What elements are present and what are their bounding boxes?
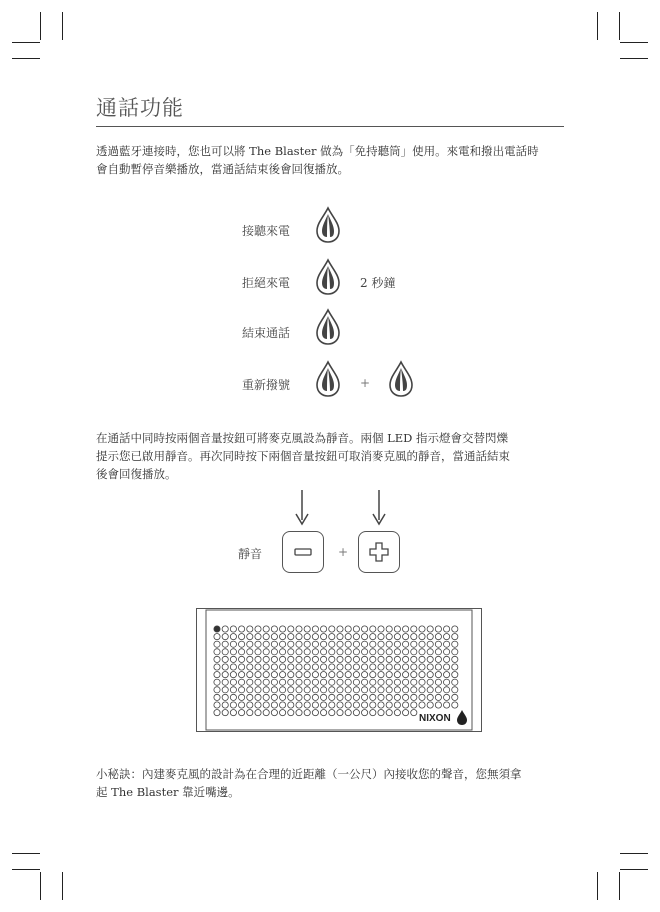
arrow-down-icon: [372, 490, 386, 526]
crop-mark: [597, 872, 598, 900]
answer-call-label: 接聽來電: [242, 224, 291, 238]
tip-line: 起 The Blaster 靠近嘴邊。: [96, 785, 240, 799]
redial-label: 重新撥號: [242, 378, 291, 392]
crop-mark: [620, 869, 648, 870]
nixon-button-icon: [314, 258, 342, 296]
nixon-button-icon: [314, 360, 342, 398]
crop-mark: [12, 58, 40, 59]
crop-mark: [62, 872, 63, 900]
crop-mark: [620, 853, 648, 854]
crop-mark: [12, 853, 40, 854]
crop-mark: [12, 42, 40, 43]
speaker-illustration: [196, 608, 482, 732]
nixon-button-icon: [314, 206, 342, 244]
hold-duration: 2 秒鐘: [360, 276, 396, 290]
nixon-button-icon: [387, 360, 415, 398]
mute-line: 提示您已啟用靜音。再次同時按下兩個音量按鈕可取消麥克風的靜音，當通話結束: [96, 449, 510, 463]
reject-call-label: 拒絕來電: [242, 276, 291, 290]
mute-line: 在通話中同時按兩個音量按鈕可將麥克風設為靜音。兩個 LED 指示燈會交替閃爍: [96, 431, 509, 445]
crop-mark: [40, 872, 41, 900]
brand-text: NIXON: [419, 713, 451, 724]
crop-mark: [620, 42, 648, 43]
tip-paragraph: [96, 765, 566, 801]
nixon-button-icon: [314, 308, 342, 346]
mic-led: [214, 626, 220, 632]
crop-mark: [40, 12, 41, 40]
intro-line: 透過藍牙連接時，您也可以將 The Blaster 做為「免持聽筒」使用。來電和撥出電話時: [96, 144, 539, 158]
title-rule: [96, 126, 564, 127]
crop-mark: [620, 58, 648, 59]
crop-mark: [12, 869, 40, 870]
volume-down-button: [282, 531, 324, 573]
crop-mark: [597, 12, 598, 40]
plus-icon: [359, 532, 399, 572]
minus-icon: [283, 532, 323, 572]
arrow-down-icon: [295, 490, 309, 526]
intro-paragraph: [96, 142, 566, 178]
intro-line: 會自動暫停音樂播放，當通話結束後會回復播放。: [96, 162, 349, 176]
mute-plus: +: [338, 545, 349, 559]
volume-up-button: [358, 531, 400, 573]
mute-label: 靜音: [238, 547, 263, 561]
crop-mark: [619, 12, 620, 40]
crop-mark: [619, 872, 620, 900]
end-call-label: 結束通話: [242, 326, 291, 340]
mute-line: 後會回復播放。: [96, 467, 177, 481]
page-title: 通話功能: [96, 96, 184, 120]
mute-paragraph: [96, 429, 566, 483]
crop-mark: [62, 12, 63, 40]
redial-plus: +: [360, 376, 371, 390]
tip-line: 小秘訣：內建麥克風的設計為在合理的近距離（一公尺）內接收您的聲音，您無須拿: [96, 767, 522, 781]
